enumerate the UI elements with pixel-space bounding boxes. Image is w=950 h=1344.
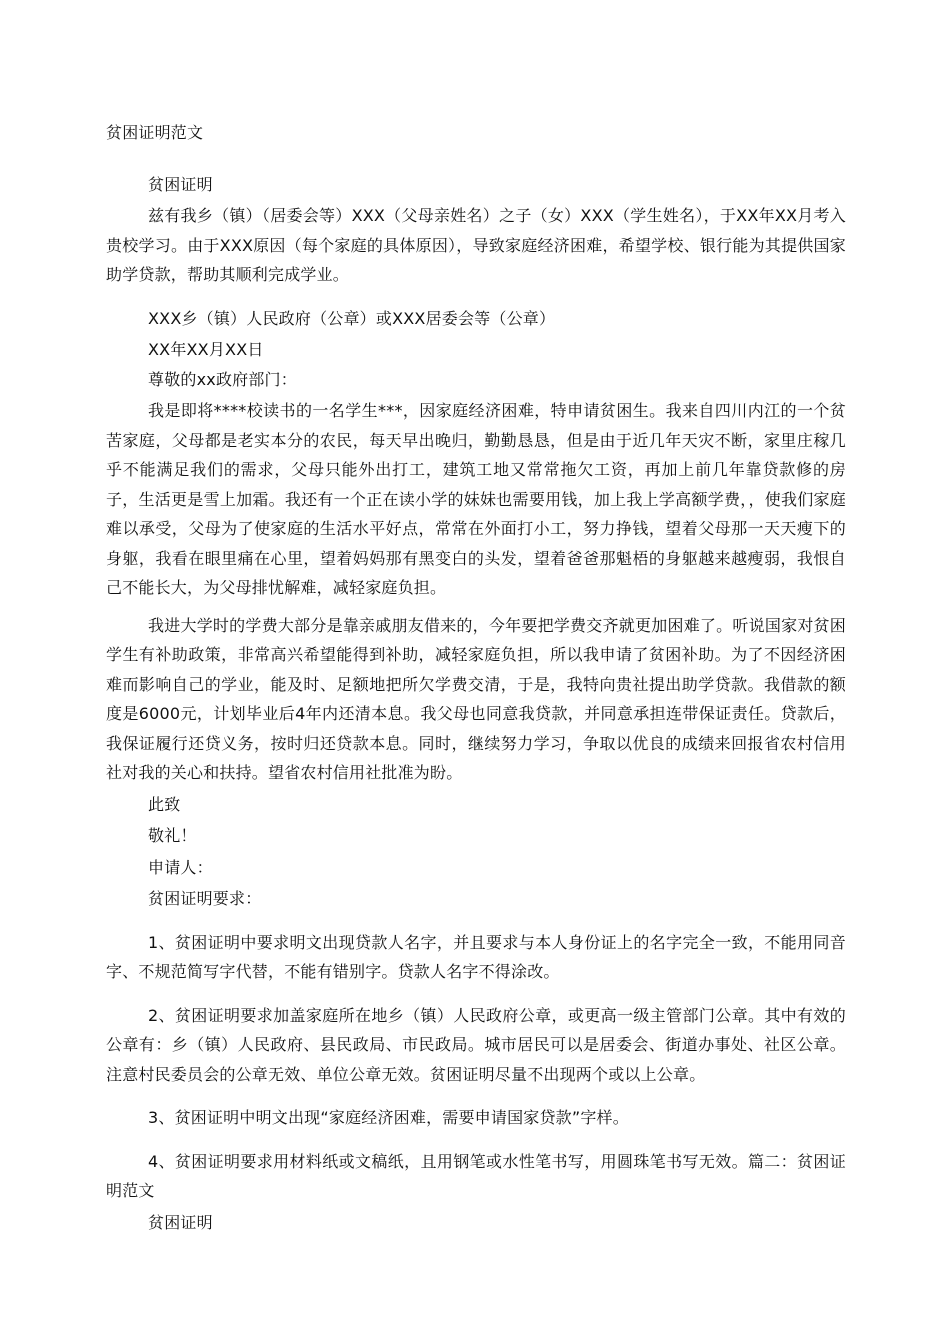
second-certificate-heading: 贫困证明 — [148, 1212, 213, 1232]
certificate-date: XX年XX月XX日 — [148, 340, 264, 359]
certificate-seal-line: XXX乡（镇）人民政府（公章）或XXX居委会等（公章） — [148, 308, 556, 328]
letter-applicant: 申请人： — [148, 857, 213, 877]
document-page — [106, 118, 846, 1237]
letter-closing-2: 敬礼！ — [148, 826, 197, 845]
document-title: 贫困证明范文 — [106, 123, 204, 142]
letter-closing-1: 此致 — [148, 794, 181, 814]
requirement-3: 3、贫困证明中明文出现“家庭经济困难，需要申请国家贷款”字样。 — [148, 1108, 629, 1127]
requirement-4: 4、贫困证明要求用材料纸或文稿纸，且用钢笔或水性笔书写，用圆珠笔书写无效。篇二：贫困证明范文 — [106, 1151, 846, 1200]
requirement-2: 2、贫困证明要求加盖家庭所在地乡（镇）人民政府公章，或更高一级主管部门公章。其中有效的公章有：乡（镇）人民政府、县民政局、市民政局。城市居民可以是居委会、街道办事处、社区公章。注意村民委员会的公章无效、单位公章无效。贫困证明尽量不出现两个或以上公章。 — [106, 1005, 846, 1084]
letter-paragraph-1: 我是即将****校读书的一名学生***，因家庭经济困难，特申请贫困生。我来自四川内江的一个贫苦家庭，父母都是老实本分的农民，每天早出晚归，勤勤恳恳，但是由于近几年天灾不断，家里庄稼几乎不能满足我们的需求，父母只能外出打工，建筑工地又常常拖欠工资，再加上前几年靠贷款修的房子，生活更是雪上加霜。我还有一个正在读小学的妹妹也需要用钱，加上我上学高额学费，，使我们家庭难以承受，父母为了使家庭的生活水平好点，常常在外面打小工，努力挣钱，望着父母那一天天瘦下的身躯，我看在眼里痛在心里，望着妈妈那有黑变白的头发，望着爸爸那魁梧的身躯越来越瘦弱，我恨自己不能长大，为父母排忧解难，减轻家庭负担。 — [106, 401, 846, 597]
letter-salutation: 尊敬的xx政府部门： — [148, 369, 297, 389]
requirement-1: 1、贫困证明中要求明文出现贷款人名字，并且要求与本人身份证上的名字完全一致，不能用同音字、不规范简写字代替，不能有错别字。贷款人名字不得涂改。 — [106, 932, 846, 981]
letter-paragraph-2: 我进大学时的学费大部分是靠亲戚朋友借来的，今年要把学费交齐就更加困难了。听说国家对贫困学生有补助政策，非常高兴希望能得到补助，减轻家庭负担，所以我申请了贫困补助。为了不因经济困难而影响自己的学业，能及时、足额地把所欠学费交清，于是，我特向贵社提出助学贷款。我借款的额度是6000元，计划毕业后4年内还清本息。我父母也同意我贷款，并同意承担连带保证责任。贷款后，我保证履行还贷义务，按时归还贷款本息。同时，继续努力学习，争取以优良的成绩来回报省农村信用社对我的关心和扶持。望省农村信用社批准为盼。 — [106, 615, 846, 782]
certificate-body: 兹有我乡（镇）（居委会等）XXX（父母亲姓名）之子（女）XXX（学生姓名），于XX年XX月考入贵校学习。由于XXX原因（每个家庭的具体原因），导致家庭经济困难，希望学校、银行能为其提供国家助学贷款，帮助其顺利完成学业。 — [106, 206, 846, 284]
certificate-heading: 贫困证明 — [148, 174, 213, 194]
requirements-heading: 贫困证明要求： — [148, 889, 262, 908]
